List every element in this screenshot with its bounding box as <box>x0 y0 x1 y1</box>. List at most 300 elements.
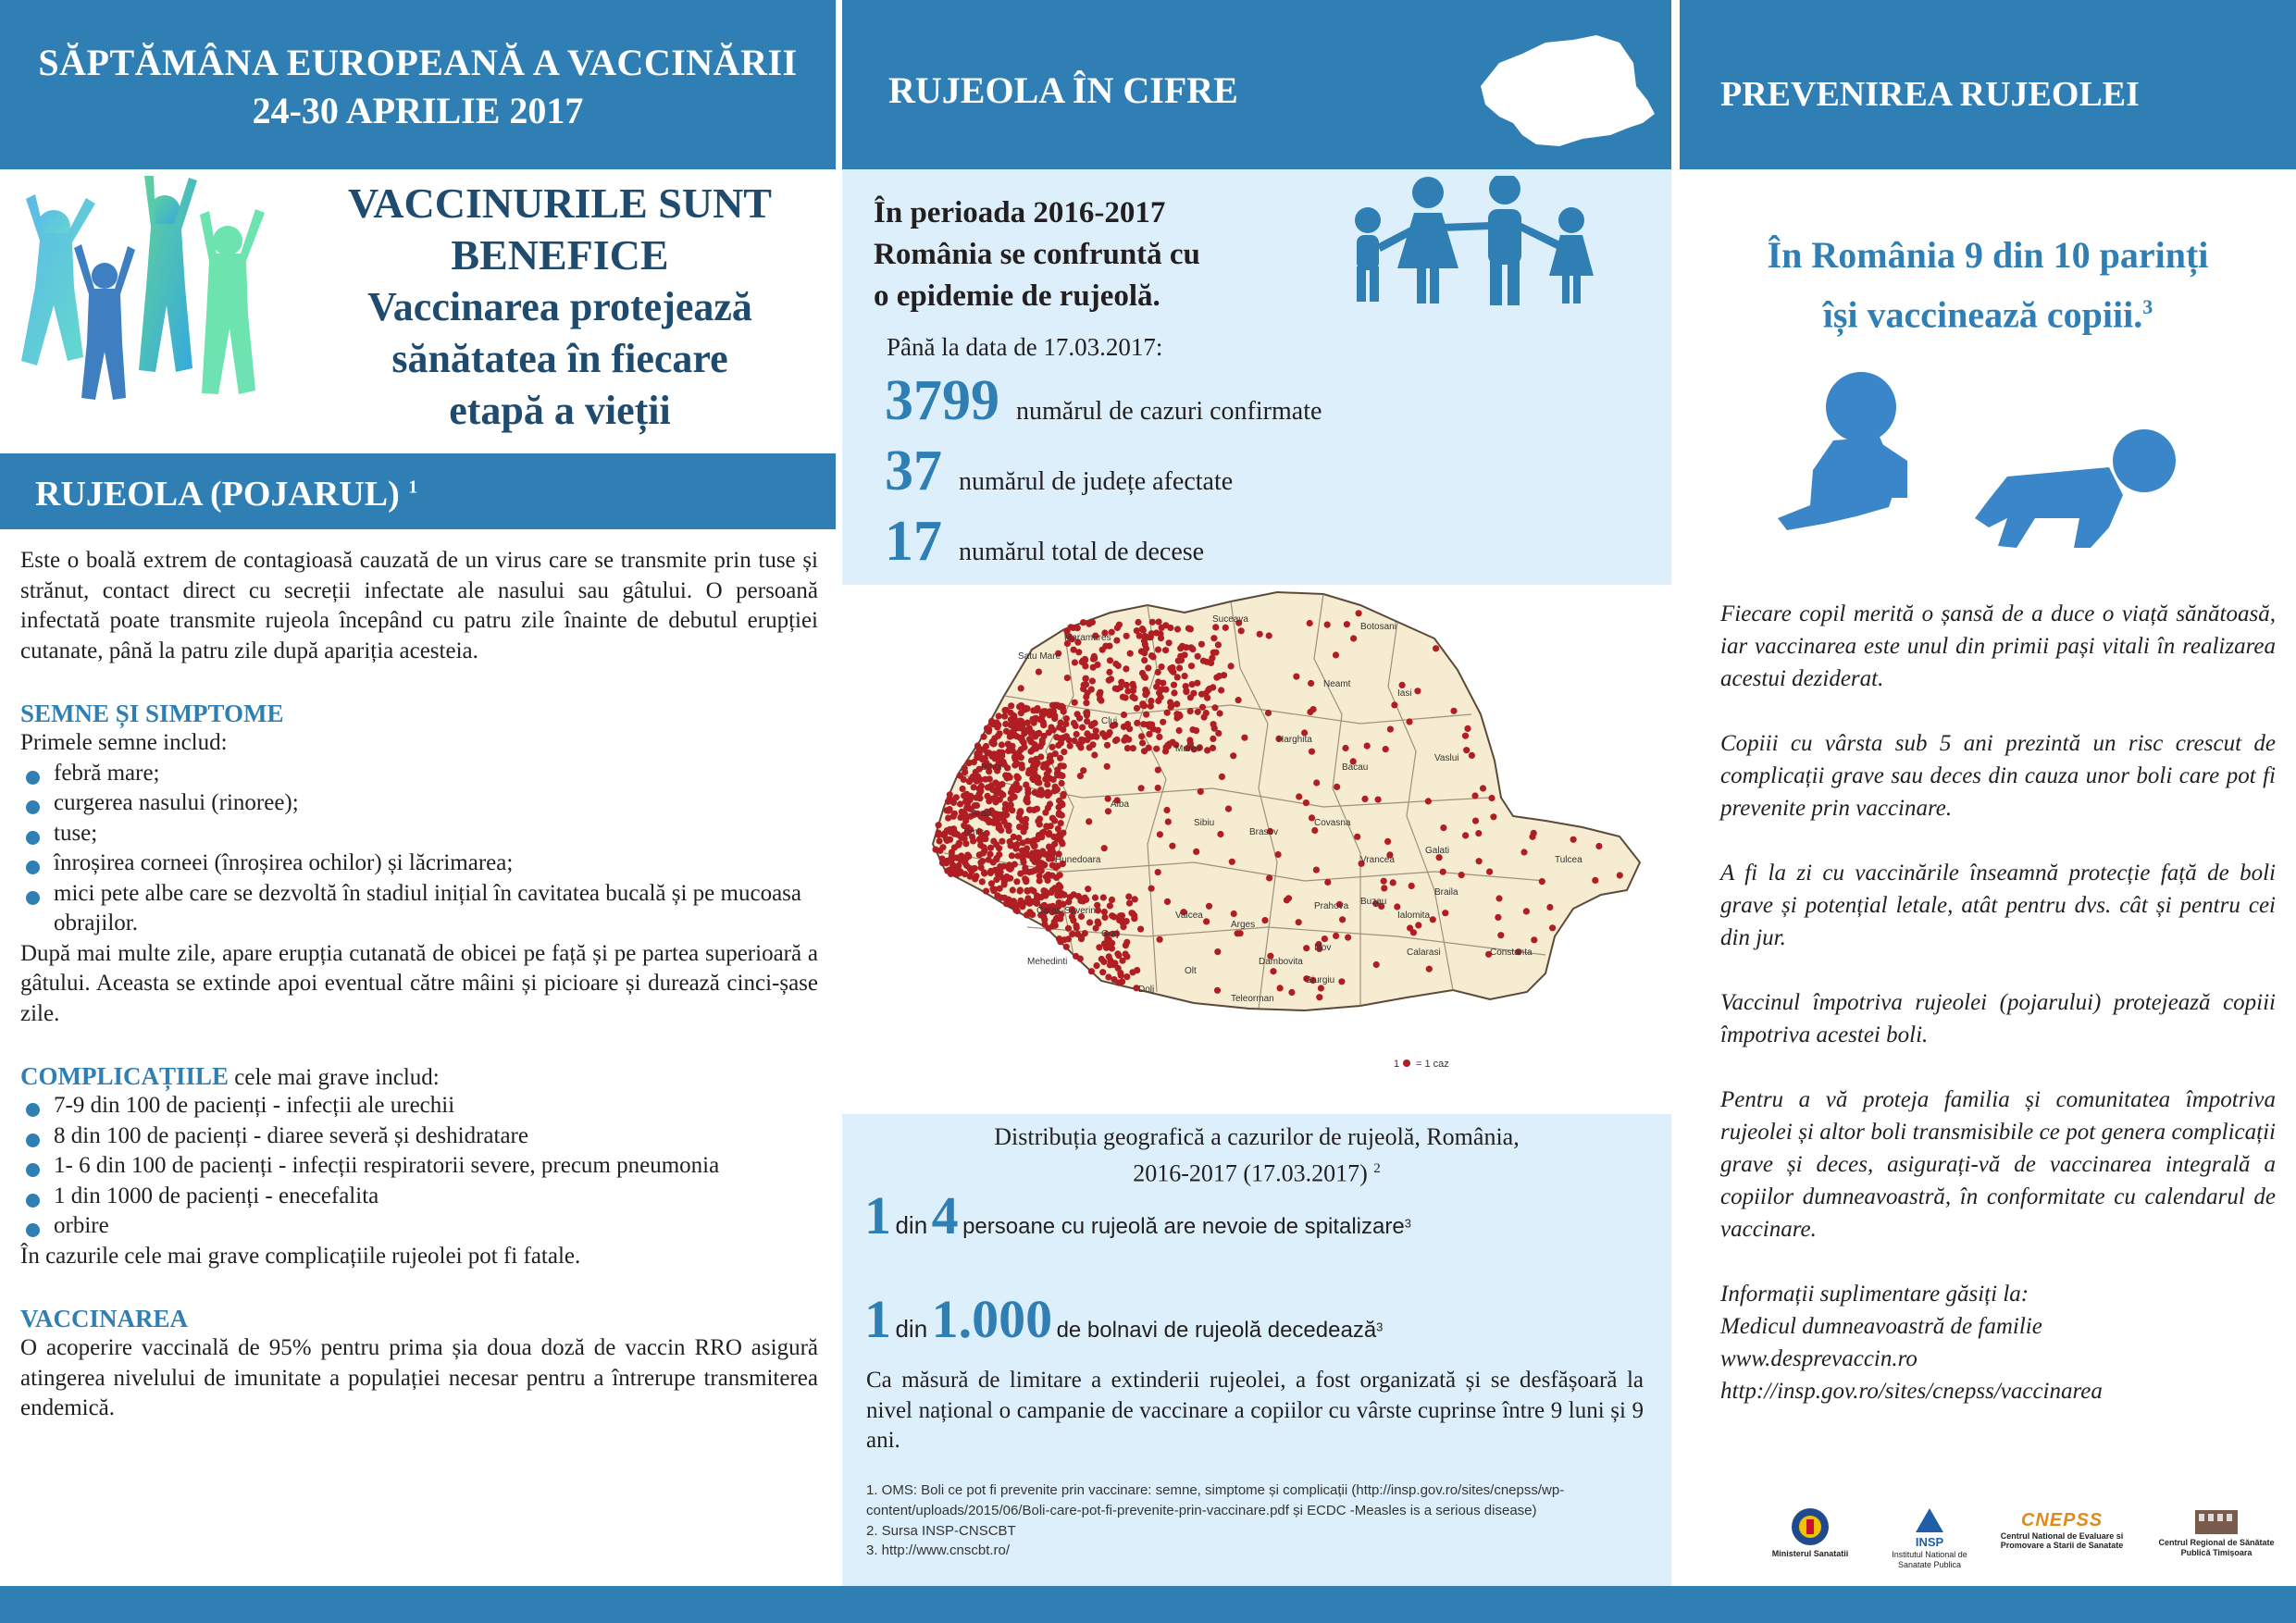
case-dot <box>1024 799 1031 805</box>
county-label: Sibiu <box>1194 818 1215 828</box>
county-label: Harghita <box>1277 735 1312 745</box>
case-dot <box>1091 751 1098 758</box>
case-dot <box>1266 874 1272 881</box>
county-label: Ilfov <box>1314 943 1332 953</box>
case-dot <box>975 745 982 751</box>
case-dot <box>973 873 979 879</box>
logo-ministry <box>1759 1506 1861 1559</box>
case-dot <box>1002 801 1009 808</box>
case-dot <box>1458 872 1465 878</box>
case-dot <box>1106 669 1112 675</box>
case-dot <box>1324 622 1331 628</box>
ratio-sup: 3 <box>1376 1319 1384 1334</box>
case-dot <box>1174 626 1181 632</box>
case-dot <box>1085 886 1091 892</box>
measles-body <box>20 546 818 1424</box>
hero-title <box>296 178 824 437</box>
case-dot <box>1121 712 1127 718</box>
case-dot <box>940 832 947 838</box>
section-bar-measles <box>0 453 836 529</box>
case-dot <box>1024 837 1031 844</box>
map-caption-line1: Distribuția geografică a cazurilor de rujeolă, România, <box>994 1123 1520 1150</box>
case-dot <box>1088 968 1095 974</box>
case-dot <box>1001 713 1008 720</box>
case-dot <box>1153 746 1160 752</box>
case-dot <box>1210 635 1217 641</box>
case-dot <box>1463 747 1470 753</box>
case-dot <box>1041 922 1048 928</box>
case-dot <box>963 862 970 869</box>
case-dot <box>1089 619 1096 626</box>
case-dot <box>1539 878 1545 885</box>
case-dot <box>1116 917 1123 923</box>
map-caption-line2: 2016-2017 (17.03.2017) <box>1133 1159 1368 1187</box>
case-dot <box>1131 915 1137 922</box>
case-dot <box>1112 661 1119 667</box>
case-dot <box>1212 624 1219 630</box>
case-dot <box>1125 893 1132 899</box>
case-dot <box>1450 708 1457 714</box>
case-dot <box>1021 744 1027 750</box>
ratio-num-b: 1.000 <box>931 1289 1053 1349</box>
case-dot <box>981 844 987 850</box>
case-dot <box>1030 763 1036 770</box>
case-dot <box>1099 730 1106 737</box>
case-dot <box>1115 979 1122 985</box>
case-dot <box>1063 733 1070 739</box>
case-dot <box>1104 742 1111 749</box>
case-dot <box>986 728 992 735</box>
case-dot <box>1054 770 1061 776</box>
case-dot <box>996 754 1002 761</box>
case-dot <box>983 888 989 895</box>
headline-line1: În România 9 din 10 parinți <box>1767 234 2209 276</box>
case-dot <box>1090 664 1097 671</box>
stat-label: numărul total de decese <box>959 538 1205 566</box>
map-panel <box>842 585 1671 1114</box>
county-label: Suceava <box>1212 614 1248 625</box>
stat-label: numărul de cazuri confirmate <box>1016 397 1322 426</box>
case-dot <box>1303 799 1309 806</box>
sitting-baby-icon <box>1769 368 1935 535</box>
case-dot <box>1199 704 1206 711</box>
case-dot <box>1071 891 1077 898</box>
case-dot <box>1129 969 1136 975</box>
info-link-insp[interactable]: http://insp.gov.ro/sites/cnepss/vaccinarea <box>1720 1379 2103 1404</box>
case-dot <box>1032 789 1038 796</box>
case-dot <box>1020 856 1026 862</box>
case-dot <box>1338 978 1345 985</box>
case-dot <box>1293 674 1299 680</box>
case-dot <box>1490 813 1496 820</box>
info-link-desprevaccin[interactable]: www.desprevaccin.ro <box>1720 1346 1917 1371</box>
list-item: 7-9 din 100 de pacienți - infecții ale urechii <box>20 1091 818 1121</box>
county-label: Maramures <box>1064 633 1111 643</box>
county-label: Timis <box>962 827 985 837</box>
ratio-hospitalization <box>864 1184 1411 1246</box>
complications-heading <box>20 1062 818 1091</box>
reference-item: 2. Sursa INSP-CNSCBT <box>866 1522 1016 1539</box>
case-dot <box>1203 918 1210 924</box>
case-dot <box>1171 682 1177 688</box>
stat-counties <box>885 439 1233 504</box>
case-dot <box>1086 744 1093 750</box>
case-dot <box>1309 749 1315 755</box>
case-dot <box>1307 620 1313 626</box>
case-dot <box>1132 695 1138 701</box>
case-dot <box>1119 958 1125 964</box>
case-dot <box>1017 871 1024 877</box>
case-dot <box>1210 684 1216 690</box>
case-dot <box>947 857 953 863</box>
case-dot <box>1042 763 1049 770</box>
case-dot <box>996 824 1002 830</box>
case-dot <box>936 822 942 828</box>
case-dot <box>1139 739 1146 746</box>
case-dot <box>1130 681 1136 688</box>
case-dot <box>960 786 966 792</box>
stat-cases <box>885 368 1322 434</box>
map-caption-sup: 2 <box>1373 1161 1381 1176</box>
case-dot <box>1210 736 1216 742</box>
logo-insp-name: Institutul National de Sanatate Publica <box>1892 1550 1967 1569</box>
ratio-num-a: 1 <box>864 1185 891 1245</box>
ratio-din: din <box>895 1315 928 1343</box>
case-dot <box>987 845 994 851</box>
headline-sup: 3 <box>2142 295 2153 318</box>
case-dot <box>1617 872 1623 878</box>
case-dot <box>997 886 1003 892</box>
case-dot <box>1011 712 1017 719</box>
case-dot <box>1570 836 1577 843</box>
case-dot <box>1058 820 1064 826</box>
legend-dot <box>1403 1059 1410 1067</box>
case-dot <box>1034 806 1040 812</box>
case-dot <box>1156 734 1162 740</box>
case-dot <box>1075 649 1082 655</box>
case-dot <box>994 855 1000 861</box>
county-label: Prahova <box>1314 901 1349 911</box>
case-dot <box>1228 663 1235 669</box>
case-dot <box>1361 796 1368 802</box>
case-dot <box>1176 712 1183 719</box>
case-dot <box>1046 729 1052 736</box>
case-dot <box>1029 911 1036 918</box>
case-dot <box>978 783 985 789</box>
case-dot <box>1016 814 1023 821</box>
county-label: Calarasi <box>1407 948 1441 958</box>
case-dot <box>1054 787 1061 793</box>
case-dot <box>1375 797 1382 803</box>
case-dot <box>1303 945 1309 951</box>
stat-number: 3799 <box>885 369 999 432</box>
county-label: Braila <box>1434 887 1458 898</box>
case-dot <box>1339 916 1346 923</box>
stat-deaths <box>885 509 1204 575</box>
case-dot <box>1045 790 1051 797</box>
case-dot <box>1162 647 1169 653</box>
map-caption <box>842 1121 1671 1190</box>
case-dot <box>1139 626 1146 632</box>
county-label: Galati <box>1425 846 1450 856</box>
case-dot <box>1011 794 1018 800</box>
case-dot <box>1266 632 1272 638</box>
case-dot <box>1018 718 1024 725</box>
case-dot <box>1019 848 1025 854</box>
case-dot <box>937 837 943 844</box>
case-dot <box>1373 961 1380 968</box>
case-dot <box>1063 715 1070 722</box>
complications-intro: cele mai grave includ: <box>229 1065 440 1090</box>
hero-subtitle-line1: Vaccinarea protejează <box>367 284 752 329</box>
case-dot <box>1056 804 1062 811</box>
case-dot <box>1146 721 1152 727</box>
case-dot <box>1124 688 1131 694</box>
case-dot <box>990 838 997 845</box>
case-dot <box>1017 887 1024 894</box>
stat-number: 17 <box>885 510 942 573</box>
case-dot <box>1039 737 1046 744</box>
case-dot <box>1345 935 1351 941</box>
county-label: Constanta <box>1490 948 1533 958</box>
case-dot <box>984 793 990 799</box>
case-dot <box>1284 897 1290 903</box>
county-label: Cluj <box>1101 716 1118 726</box>
case-dot <box>1190 690 1197 697</box>
case-dot <box>1137 926 1144 933</box>
hero-title-line1: VACCINURILE SUNT <box>348 180 772 227</box>
case-dot <box>1142 633 1148 639</box>
case-dot <box>1114 625 1121 631</box>
case-dot <box>1072 700 1078 706</box>
case-dot <box>1296 919 1302 925</box>
case-dot <box>1013 774 1020 780</box>
case-dot <box>1056 725 1062 731</box>
case-dot <box>1101 845 1108 851</box>
building-emblem-icon <box>2193 1505 2240 1536</box>
case-dot <box>1195 709 1201 715</box>
case-dot <box>962 840 969 847</box>
signs-title: SEMNE ȘI SIMPTOME <box>20 700 284 727</box>
case-dot <box>1409 883 1415 889</box>
case-dot <box>1164 898 1171 905</box>
logo-insp-mark: INSP <box>1915 1535 1944 1550</box>
case-dot <box>1350 635 1357 641</box>
case-dot <box>987 868 994 874</box>
case-dot <box>1100 959 1107 965</box>
logo-crsp <box>2147 1505 2286 1557</box>
case-dot <box>1044 771 1050 777</box>
case-dot <box>1138 785 1145 791</box>
prevention-paragraph: Copiii cu vârsta sub 5 ani prezintă un risc crescut de complicații grave sau deces din cauza unor boli care pot fi prevenite prin vaccinare. <box>1720 731 2276 821</box>
case-dot <box>1056 882 1062 888</box>
case-dot <box>1018 685 1024 691</box>
case-dot <box>1160 680 1166 687</box>
case-dot <box>1024 720 1031 726</box>
case-dot <box>1124 721 1131 727</box>
case-dot <box>1265 710 1272 716</box>
case-dot <box>1024 727 1031 734</box>
case-dot <box>1426 966 1433 973</box>
case-dot <box>1031 741 1037 748</box>
case-dot <box>1029 856 1036 862</box>
case-dot <box>1231 911 1237 917</box>
county-label: Dolj <box>1138 985 1155 995</box>
case-dot <box>1051 817 1058 824</box>
case-dot <box>1162 687 1169 693</box>
case-dot <box>1024 888 1031 895</box>
case-dot <box>1316 994 1322 1000</box>
case-dot <box>1134 627 1140 634</box>
crawling-baby-icon <box>1970 426 2192 551</box>
case-dot <box>1384 838 1391 845</box>
logo-cnepss-mark: CNEPSS <box>2020 1510 2104 1530</box>
case-dot <box>1156 689 1162 696</box>
case-dot <box>1134 720 1140 726</box>
case-dot <box>1036 716 1043 723</box>
case-dot <box>1056 798 1062 804</box>
header-week <box>0 0 836 169</box>
section-sup: 1 <box>408 477 418 498</box>
prevention-paragraph: Vaccinul împotriva rujeolei (pojarului) protejează copiii împotriva acestei boli. <box>1720 990 2276 1047</box>
case-dot <box>1123 950 1129 957</box>
case-dot <box>1013 878 1020 885</box>
case-dot <box>1204 659 1210 665</box>
case-dot <box>1209 655 1215 662</box>
case-dot <box>1123 735 1129 741</box>
case-dot <box>1037 787 1044 793</box>
case-dot <box>974 754 980 761</box>
case-dot <box>1440 869 1446 875</box>
case-dot <box>1113 737 1120 743</box>
case-dot <box>1157 936 1163 943</box>
case-dot <box>994 797 1000 803</box>
signs-list <box>20 759 818 939</box>
case-dot <box>1011 898 1017 904</box>
case-dot <box>1425 798 1432 804</box>
case-dot <box>1162 748 1169 754</box>
case-dot <box>1093 925 1099 932</box>
case-dot <box>1091 720 1098 726</box>
case-dot <box>1270 968 1276 974</box>
case-dot <box>1334 784 1340 790</box>
case-dot <box>1031 771 1037 777</box>
list-item: înroșirea corneei (înroșirea ochilor) și lăcrimarea; <box>20 849 818 879</box>
county-label: Tulcea <box>1555 855 1582 865</box>
case-dot <box>1469 752 1475 759</box>
prevention-paragraph: A fi la zi cu vaccinările înseamnă protecție față de boli grave și potențial letale, atât pentru dvs. cât și pentru cei din jur. <box>1720 861 2276 950</box>
case-dot <box>1475 830 1482 836</box>
case-dot <box>1135 619 1141 626</box>
prevention-body <box>1720 598 2276 1407</box>
epidemic-intro-line2: România se confruntă cu <box>874 238 1200 271</box>
case-dot <box>1150 653 1157 660</box>
case-dot <box>1394 903 1400 910</box>
case-dot <box>1486 869 1493 875</box>
case-dot <box>1077 956 1084 962</box>
case-dot <box>1496 895 1502 901</box>
case-dot <box>1235 697 1242 703</box>
signs-intro: Primele semne includ: <box>20 730 228 755</box>
case-dot <box>1313 867 1320 873</box>
campaign-text: Ca măsură de limitare a extinderii rujeolei, a fost organizată și se desfășoară la nivel național o campanie de vaccinare a copiilor cu vârste cuprinse între 9 luni și 9 ani. <box>866 1368 1644 1453</box>
case-dot <box>1031 843 1037 849</box>
case-dot <box>950 799 957 806</box>
case-dot <box>1034 899 1040 906</box>
case-dot <box>994 892 1000 898</box>
case-dot <box>1117 684 1123 690</box>
case-dot <box>971 865 977 872</box>
case-dot <box>999 741 1005 748</box>
case-dot <box>1018 710 1024 716</box>
complications-title: COMPLICAȚIILE <box>20 1062 230 1090</box>
case-dot <box>1261 917 1268 923</box>
county-label: Teleorman <box>1231 994 1274 1004</box>
case-dot <box>1592 877 1598 884</box>
case-dot <box>1158 635 1164 641</box>
case-dot <box>1531 936 1537 943</box>
case-dot <box>1229 859 1235 865</box>
case-dot <box>1055 825 1061 832</box>
case-dot <box>1406 718 1412 725</box>
logo-ministry-name: Ministerul Sanatatii <box>1771 1549 1849 1559</box>
list-item: mici pete albe care se dezvoltă în stadiul inițial în cavitatea bucală și pe mucoasa obrajilor. <box>20 879 818 939</box>
case-dot <box>1077 898 1084 904</box>
case-dot <box>1169 843 1175 849</box>
case-dot <box>995 733 1001 739</box>
case-dot <box>1165 819 1172 825</box>
case-dot <box>1210 745 1216 751</box>
case-dot <box>1430 916 1436 923</box>
case-dot <box>1082 675 1088 682</box>
case-dot <box>1324 879 1331 886</box>
case-dot <box>1008 722 1014 728</box>
case-dot <box>1074 711 1081 717</box>
county-label: Satu Mare <box>1018 651 1061 662</box>
case-dot <box>983 743 989 750</box>
case-dot <box>1012 846 1019 852</box>
list-item: curgerea nasului (rinoree); <box>20 788 818 819</box>
case-dot <box>1155 767 1161 774</box>
hero-subtitle-line3: etapă a vieții <box>449 388 671 433</box>
legend-label: = 1 caz <box>1416 1059 1449 1070</box>
case-dot <box>1065 898 1072 905</box>
case-dot <box>988 753 995 760</box>
case-dot <box>1166 639 1173 646</box>
case-dot <box>1155 727 1161 734</box>
case-dot <box>1183 644 1189 650</box>
logo-crsp-name: Centrul Regional de Sănătate Publică Timișoara <box>2158 1538 2275 1557</box>
case-dot <box>1023 877 1029 884</box>
case-dot <box>1113 638 1120 644</box>
logo-cnepss <box>1992 1510 2131 1551</box>
case-dot <box>1080 686 1086 692</box>
stat-label: numărul de județe afectate <box>959 467 1234 496</box>
headline-line2: își vaccinează copiii. <box>1822 293 2143 336</box>
case-dot <box>1012 907 1019 913</box>
case-dot <box>1237 930 1244 936</box>
case-dot <box>1167 625 1173 631</box>
case-dot <box>1099 647 1106 653</box>
case-dot <box>1142 641 1148 648</box>
case-dot <box>1318 985 1324 991</box>
case-dot <box>1333 933 1339 939</box>
case-dot <box>1214 948 1221 955</box>
legend-number: 1 <box>1394 1059 1400 1070</box>
county-label: Bacau <box>1342 762 1369 773</box>
case-dot <box>1107 902 1113 909</box>
case-dot <box>994 816 1000 823</box>
